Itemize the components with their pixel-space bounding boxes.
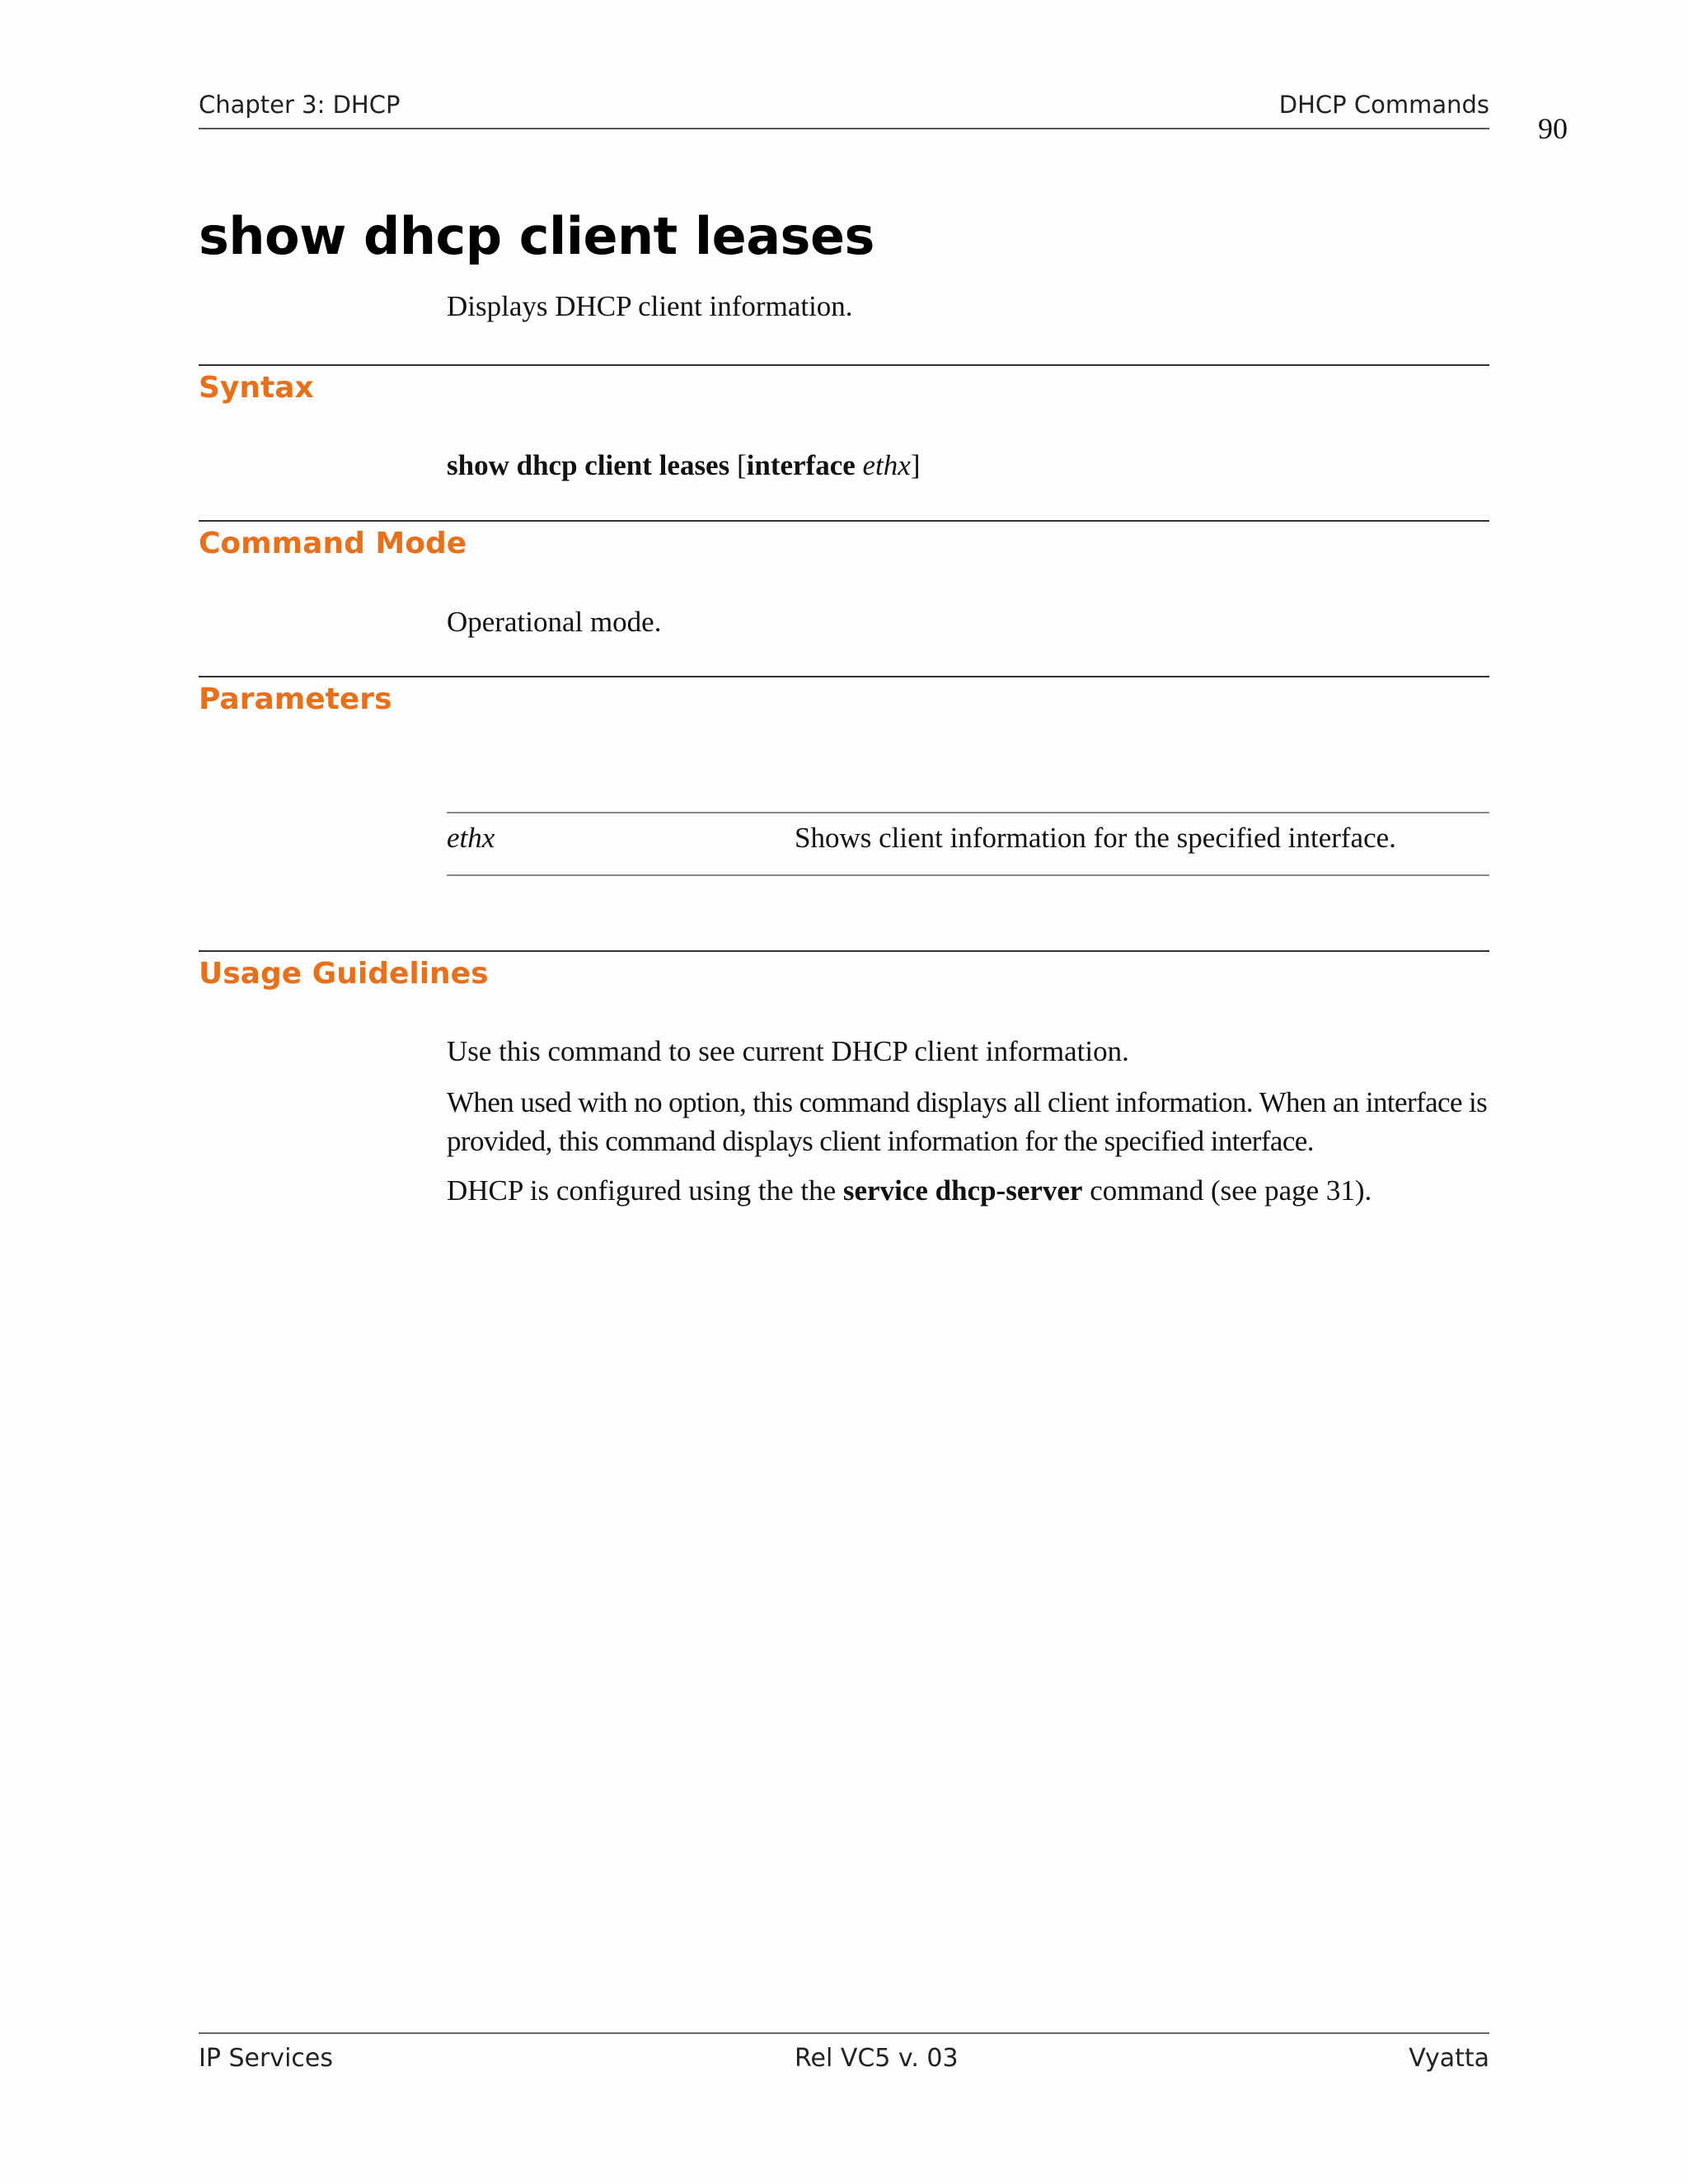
usage-p3-after: command (see page 31). <box>1082 1174 1372 1207</box>
footer-divider <box>199 2032 1489 2034</box>
header-divider <box>199 128 1489 129</box>
command-mode-heading: Command Mode <box>199 527 467 560</box>
page-title: show dhcp client leases <box>199 206 874 266</box>
footer-left: IP Services <box>199 2044 333 2073</box>
usage-paragraph-3 <box>447 1171 1489 1210</box>
page-number: 90 <box>1538 112 1568 145</box>
command-mode-text: Operational mode. <box>447 606 662 638</box>
footer-right: Vyatta <box>1409 2044 1489 2073</box>
syntax-space <box>856 449 863 481</box>
parameters-table-bottom-rule <box>447 874 1489 876</box>
syntax-open-bracket: [ <box>729 449 747 481</box>
syntax-divider <box>199 364 1489 366</box>
summary-text: Displays DHCP client information. <box>447 290 853 322</box>
syntax-command: show dhcp client leases <box>447 449 730 481</box>
syntax-close-bracket: ] <box>910 449 921 481</box>
usage-p3-before: DHCP is configured using the the <box>447 1174 843 1207</box>
syntax-line <box>447 446 1489 485</box>
usage-paragraph-2: When used with no option, this command displays all client information. When an interface is provided, this command displays client information for the specified interface. <box>447 1086 1488 1157</box>
syntax-keyword: interface <box>746 449 856 481</box>
usage-p3-command: service dhcp-server <box>842 1174 1083 1207</box>
parameters-table-top-rule <box>447 812 1489 813</box>
running-header-chapter: Chapter 3: DHCP <box>199 91 401 119</box>
usage-paragraph-1: Use this command to see current DHCP client information. <box>447 1035 1129 1067</box>
usage-heading: Usage Guidelines <box>199 957 489 991</box>
parameters-divider <box>199 676 1489 677</box>
footer-center: Rel VC5 v. 03 <box>795 2044 959 2073</box>
parameter-description: Shows client information for the specified interface. <box>795 822 1396 854</box>
syntax-heading: Syntax <box>199 371 314 405</box>
parameter-name: ethx <box>447 822 495 854</box>
syntax-argument: ethx <box>862 449 911 481</box>
parameters-heading: Parameters <box>199 682 392 716</box>
running-header-section: DHCP Commands <box>1278 91 1489 119</box>
usage-divider <box>199 950 1489 952</box>
command-mode-divider <box>199 520 1489 522</box>
